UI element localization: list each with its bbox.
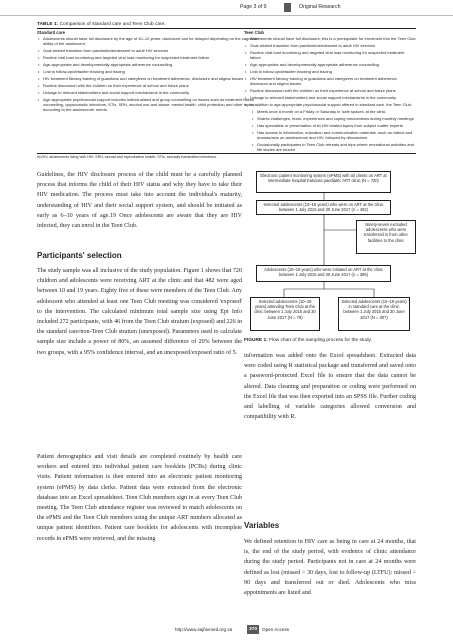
table-row: • Linkage to relevant stakeholders and social support mechanisms in the community bbox=[37, 90, 262, 95]
table-row: • Goal-related transition from paediatric/adolescent to adult HIV services bbox=[37, 48, 262, 53]
table-caption: TABLE 1: Comparison of standard care and Teen Club care. bbox=[37, 22, 166, 27]
table-column-standard-care bbox=[37, 30, 262, 114]
table-subrow: • Has access to information, education and communication materials, such as videos and dramas/acts on adolescence and HIV, followed by discussions bbox=[244, 130, 416, 140]
table-row: • Age-appropriate and developmentally appropriate adherence counselling bbox=[37, 62, 262, 67]
body-paragraph: We defined retention in HIV care as being in care at 24 months, that is, the end of the study period, with evidence of clinic attendance during the study period. Participants not in care at 24 months were defined as lost (missed > 30 days, lost to follow-up (LTFU): missed > 90 days and transferred out or died. Adolescents who miss appointments are listed and bbox=[244, 539, 416, 597]
section-heading-participants: Participants' selection bbox=[37, 251, 122, 260]
header-separator bbox=[284, 3, 291, 12]
body-paragraph: Patient demographics and visit details are completed routinely by health care workers and entered into individual patient care booklets (PCBs) during clinic visits. Patient information is then entered into an electronic patient monitoring system (ePMS) by data clerks. Patient data were extracted from the electronic database into an Excel spreadsheet. Teen Club members sign in at every Teen Club meeting. The Teen Club attendance register was reviewed to match adolescents on the ePMS and the Teen Club members using the unique ART numbers allocated as unique patient identifiers. Patient care booklets for adolescents with incomplete records in ePMS were retrieved, and the missing bbox=[37, 454, 242, 542]
table-row: • Age-appropriate and developmentally appropriate adherence counselling bbox=[244, 62, 416, 67]
table-row: • HIV treatment literacy training of guardians and caregivers on treatment adherence, disclosure and stigma issues bbox=[37, 76, 262, 81]
figure-caption: FIGURE 1: Flow chart of the sampling process for the study. bbox=[244, 338, 372, 343]
table-bottom-rule bbox=[37, 153, 416, 154]
journal-url-link[interactable]: http://www.sajhivmed.org.za bbox=[175, 627, 233, 632]
flowchart-box-selected-adolescents: Selected adolescents (10–19 years) who were on ART at the clinic between 1 July 2015 and 30 June 2017 (n = 482) bbox=[256, 200, 391, 215]
table-column-teen-club bbox=[244, 30, 416, 154]
table-row: • Routine viral load monitoring and targeted viral load monitoring for suspected treatment failure bbox=[244, 50, 416, 60]
table-row: • Routine discussion with the children on their experience at school and future plans bbox=[244, 88, 416, 93]
table-subrow: • Meets once a month on a Friday or Saturday in 'safe spaces' at the clinic bbox=[244, 109, 416, 114]
table-row: • Routine discussion with the children on their experience at school and future plans bbox=[37, 83, 262, 88]
flowchart-box-standard-care: Selected adolescents (10–19 years) in standard care at the clinic between 1 July 2015 and 30 June 2017 (N = 307) bbox=[338, 297, 410, 331]
flowchart-box-initiated-on-art: Adolescents (10–19 years) who were initiated on ART at the clinic between 1 July 2015 and 30 June 2017 (n = 385) bbox=[256, 265, 391, 282]
table-row: • Linkage to relevant stakeholders and social support mechanisms in the community bbox=[244, 95, 416, 100]
table-subrow: • Has specialists or presentation of ALHIV-related topics from subject matter experts bbox=[244, 123, 416, 128]
open-access-label: Open Access bbox=[262, 627, 290, 632]
table-row: • Adolescents should have full disclosure by the age of 10–12 years; disclosure can be delayed depending on the cognitive ability of the adolescent bbox=[37, 36, 262, 46]
flowchart-box-epms: Electronic patient monitoring system (ePMS) with all clients on ART at intermediate hospital Katutura paediatric ART clinic (N = 720) bbox=[256, 171, 391, 193]
table-subrow: • Shares challenges, fears, experiences and coping mechanisms during monthly meetings bbox=[244, 116, 416, 121]
table-row: • HIV treatment literacy training of guardians and caregivers on treatment adherence, disclosure and stigma issues bbox=[244, 76, 416, 86]
footer-page-number: 370 bbox=[248, 627, 257, 632]
table-row: • Lost to follow-up/defaulter tracking and tracing bbox=[37, 69, 262, 74]
table-row: • Age-appropriate psychosocial support includes individualised and group counselling on issues such as treatment failure counselling, opportunistic infections, STIs, SRH, alcohol use and abuse, mental health, child protection and other topics according to the adolescents' needs. bbox=[37, 97, 262, 112]
table-row: • Goal-related transition from paediatric/adolescent to adult HIV services bbox=[244, 43, 416, 48]
page-number-label: Page 3 of 9 bbox=[240, 4, 267, 10]
table-header-teen-club: Teen Club bbox=[244, 30, 264, 35]
table-row: • In addition to age-appropriate psychosocial support offered in standard care, the Teen Club: bbox=[244, 102, 416, 107]
body-paragraph: information was added onto the Excel spreadsheet. Extracted data were coded using R statistical package and transferred and saved onto a password-protected Excel file to ensure that the data cannot be altered. Data cleaning and preparation or coding were performed on the Excel file that was then exported into an SPSS file. Further coding and labelling of variable categories allowed conversion and compatibility with R. bbox=[244, 353, 416, 421]
body-paragraph: Guidelines, the HIV disclosure process of the child must be a carefully planned process that informs the child of their HIV status and why they have to take their HIV medication. The process must take into account the individual's maturity, understanding of HIV and their social support system, and should be initiated as early as 6–10 years of age.19 Once adolescents are aware that they are HIV infected, they can enrol in the Teen Club. bbox=[37, 172, 242, 230]
table-header-standard-care: Standard care bbox=[37, 30, 65, 35]
table-footnote: ALHIV, adolescents living with HIV; SRH, sexual and reproductive health; STIs, sexually transmitted infections. bbox=[37, 155, 218, 159]
table-row: • Lost to follow-up/defaulter tracking and tracing bbox=[244, 69, 416, 74]
table-top-rule bbox=[37, 28, 416, 29]
flowchart-box-teen-club: Selected adolescents (10–19 years) attending Teen Club at the clinic between 1 July 2015 and 30 June 2017 (N = 78) bbox=[250, 297, 320, 331]
body-paragraph: The study sample was all inclusive of the study population. Figure 1 shows that 720 children and adolescents were receiving ART at the clinic and that 482 were aged between 10 and 19 years. Eighty five of these were members of the Teen Club. Any adolescent who attended at least one Teen Club meeting was considered 'exposed' to the intervention. The calculated minimum total sample size using Epi Info included 272 participants, with 46 from the Teen Club stratum (exposed) and 226 in the standard care/non-Teen Club stratum (unexposed). Parameters used to calculate sample size include a power of 80%, an assumed difference of 20% between the two groups, with a 95% confidence interval, and an unexposed/exposed ratio of 5. bbox=[37, 268, 242, 356]
flowchart-box-excluded: Ninety-seven excluded adolescents who were transferred in from other facilities to the clinic bbox=[356, 220, 416, 254]
header-rule bbox=[0, 15, 453, 16]
section-heading-variables: Variables bbox=[244, 521, 280, 530]
table-row: • Adolescents should have full disclosure; this is a prerequisite for enrolment into the Teen Club bbox=[244, 36, 416, 41]
table-subrow: • Occasionally participates in Teen Club retreats and trips where recreational activities and life stories are shared bbox=[244, 142, 416, 152]
table-row: • Routine viral load monitoring and targeted viral load monitoring for suspected treatment failure bbox=[37, 55, 262, 60]
article-type-label: Original Research bbox=[299, 4, 341, 10]
